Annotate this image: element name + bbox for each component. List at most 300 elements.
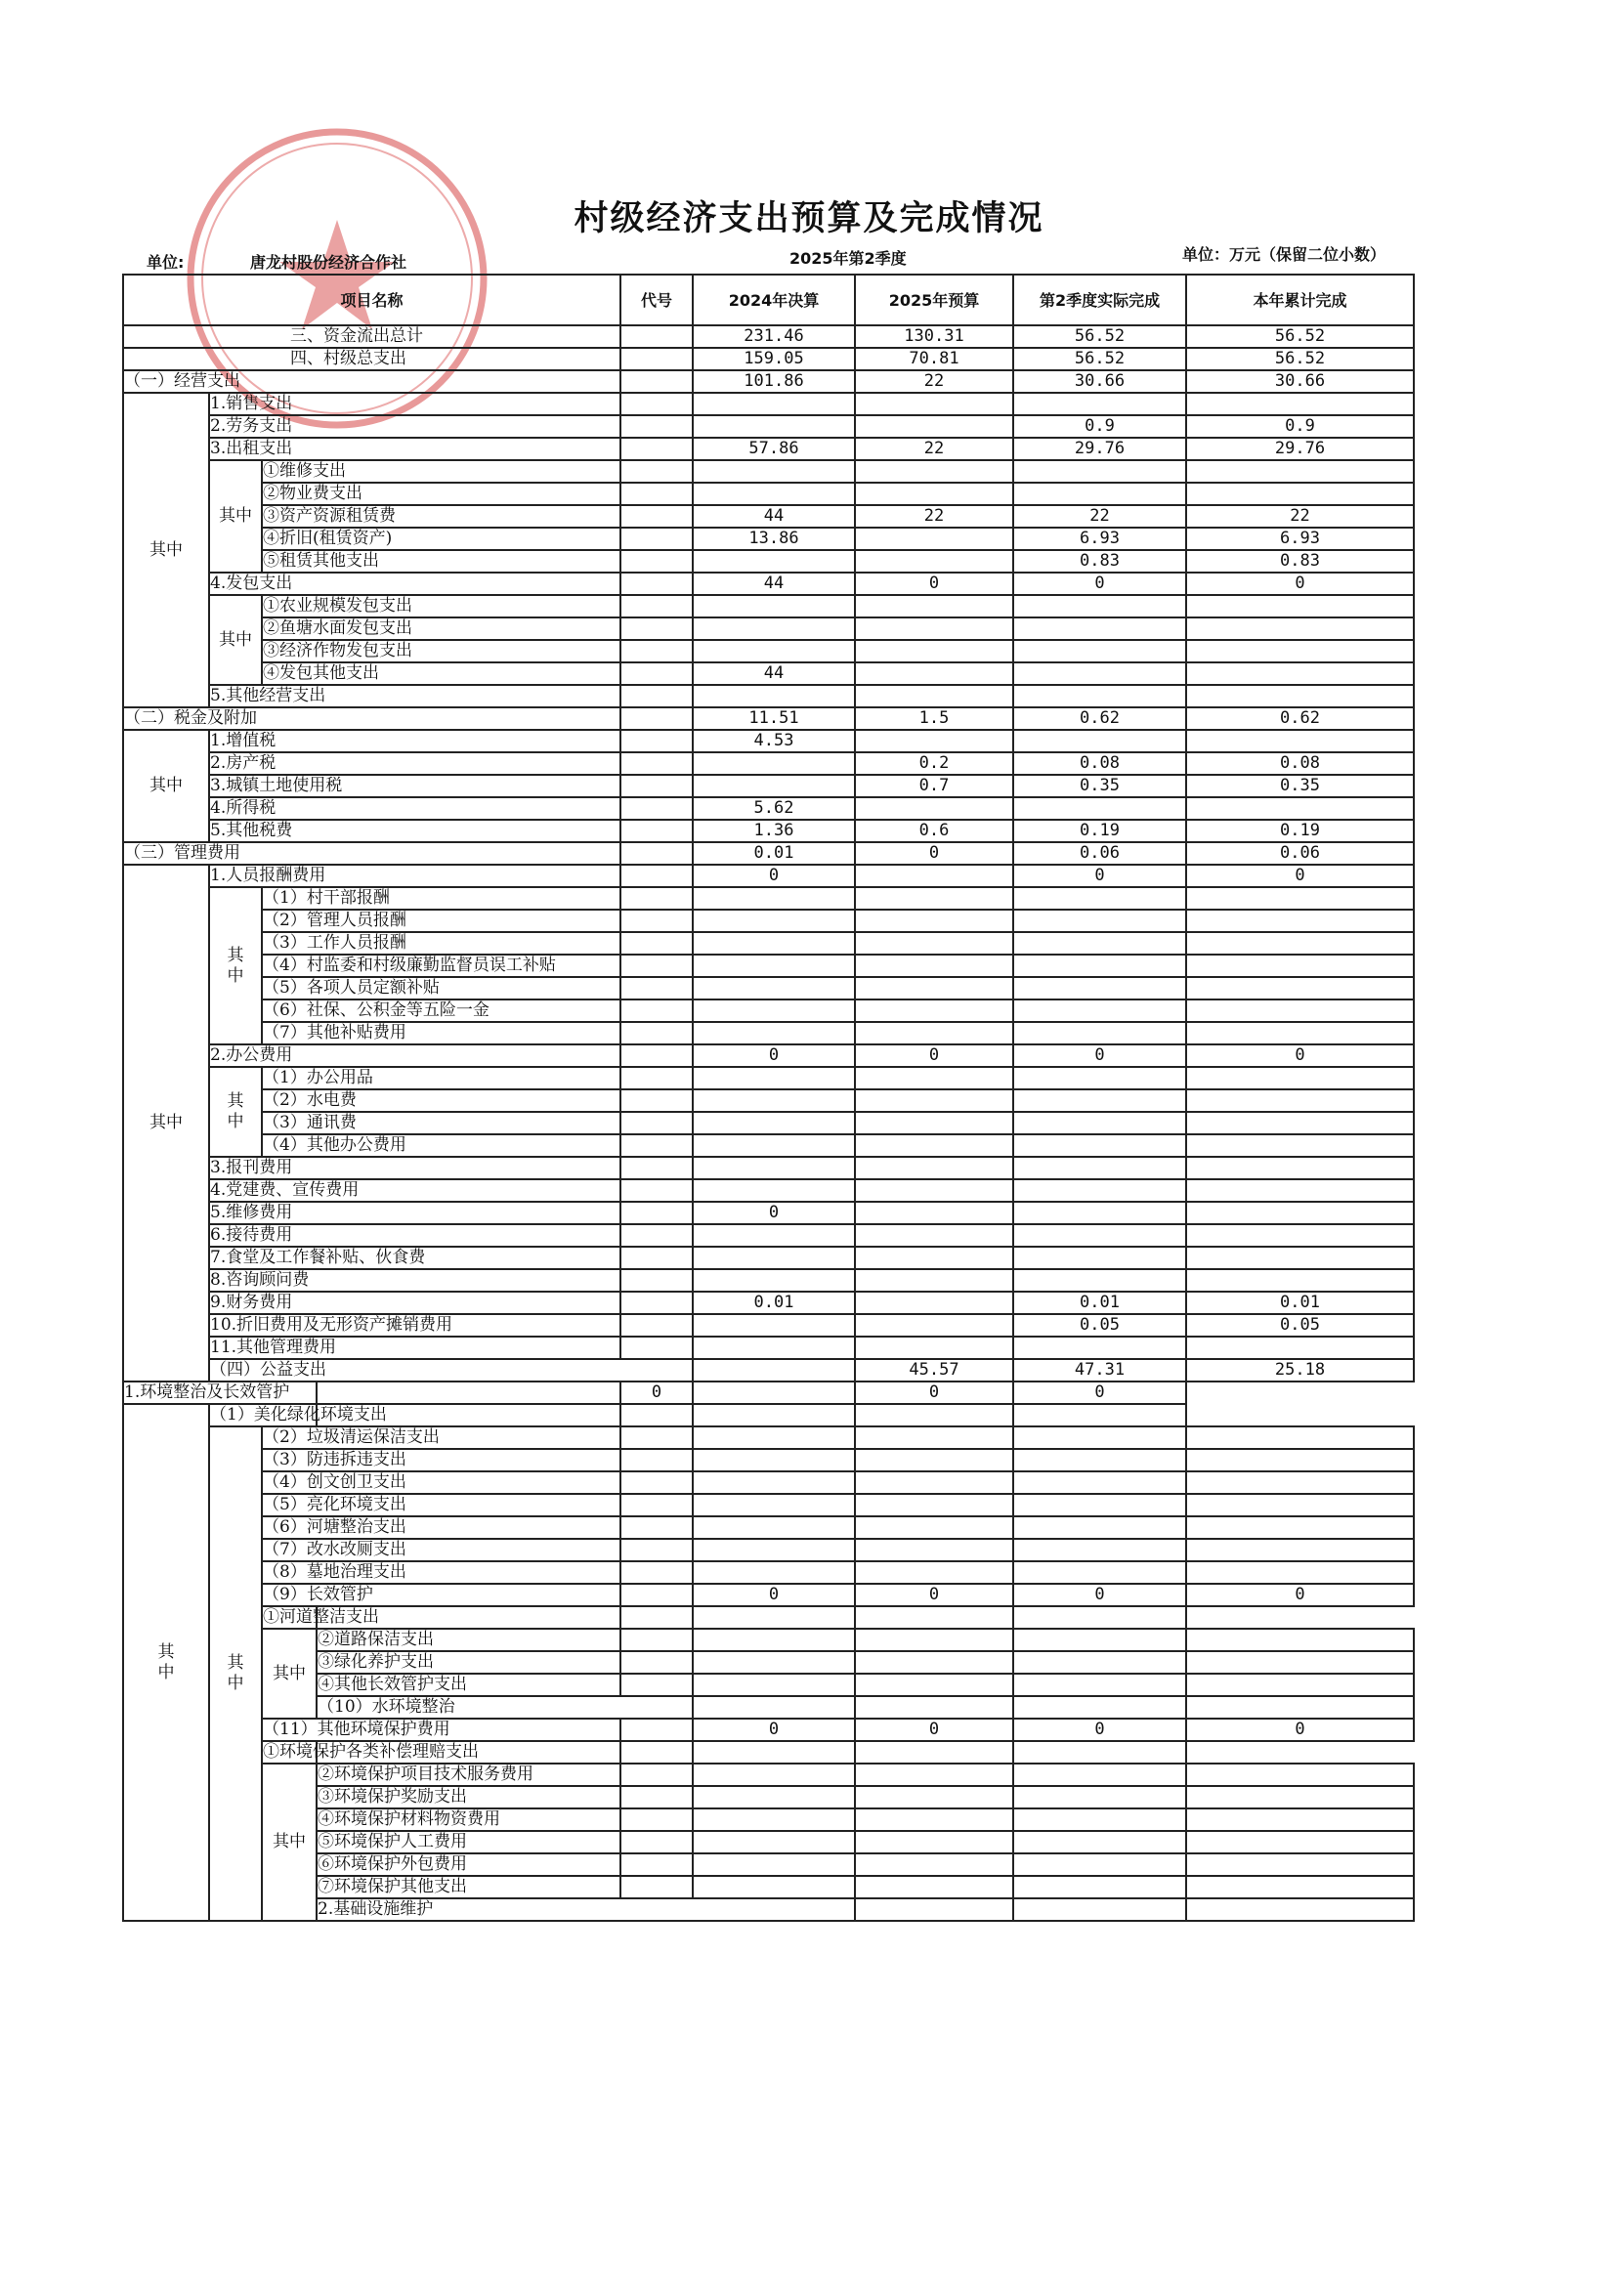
table-row [123, 1898, 1414, 1921]
code-cell [620, 550, 693, 573]
table-row [123, 999, 1414, 1022]
table-row [123, 752, 1414, 775]
value-cell [1013, 1067, 1186, 1089]
item-name: 2.劳务支出 [209, 415, 620, 438]
value-cell: 0.19 [1013, 820, 1186, 842]
table-row [123, 910, 1414, 932]
value-cell: 44 [693, 573, 855, 595]
code-cell [620, 999, 693, 1022]
table-row [123, 483, 1414, 505]
value-cell: 0 [693, 1202, 855, 1224]
value-cell [620, 1741, 693, 1764]
value-cell: 0.6 [855, 820, 1013, 842]
value-cell: 13.86 [693, 528, 855, 550]
value-cell [1186, 932, 1414, 955]
code-cell [620, 1224, 693, 1247]
header-q2-actual: 第2季度实际完成 [1013, 275, 1186, 325]
table-row [123, 820, 1414, 842]
value-cell [1186, 460, 1414, 483]
value-cell: 0 [1186, 1719, 1414, 1741]
item-name: （2）垃圾清运保洁支出 [262, 1426, 620, 1449]
value-cell [693, 1134, 855, 1157]
value-cell [855, 910, 1013, 932]
value-cell [1013, 595, 1186, 617]
value-cell [693, 1471, 855, 1494]
value-cell: 0.9 [1013, 415, 1186, 438]
value-cell [1186, 1224, 1414, 1247]
side-label: 其 中 [123, 1404, 209, 1921]
value-cell: 44 [693, 505, 855, 528]
value-cell [693, 752, 855, 775]
item-name: （1）美化绿化环境支出 [210, 1405, 387, 1424]
code-cell [620, 1202, 693, 1224]
code-cell [620, 1471, 693, 1494]
value-cell: 22 [855, 370, 1013, 393]
table-row [123, 797, 1414, 820]
value-cell [855, 1112, 1013, 1134]
value-cell [855, 595, 1013, 617]
value-cell [855, 1876, 1013, 1898]
value-cell [855, 1449, 1013, 1471]
item-name: 9.财务费用 [209, 1292, 620, 1314]
value-cell: 22 [1186, 505, 1414, 528]
value-cell: 44 [693, 662, 855, 685]
code-cell [620, 1629, 693, 1651]
value-cell: 0.83 [1013, 550, 1186, 573]
value-cell [1186, 1426, 1414, 1449]
code-cell [620, 483, 693, 505]
value-cell [855, 1157, 1013, 1179]
side-label: 其中 [209, 460, 262, 573]
value-cell [855, 460, 1013, 483]
side-label: 其中 [123, 393, 209, 707]
item-name: （4）创文创卫支出 [262, 1471, 620, 1494]
value-cell [1186, 999, 1414, 1022]
value-cell [693, 617, 855, 640]
value-cell [693, 1741, 855, 1764]
value-cell [693, 1067, 855, 1089]
value-cell [1013, 1247, 1186, 1269]
value-cell [1013, 1696, 1186, 1719]
value-cell: 159.05 [693, 348, 855, 370]
table-row [123, 1831, 1414, 1853]
item-name: 8.咨询顾问费 [209, 1269, 620, 1292]
value-cell: 0.2 [855, 752, 1013, 775]
expenditure-table [122, 274, 1415, 1922]
item-name: 3.出租支出 [209, 438, 620, 460]
table-row [123, 325, 1414, 348]
table-row [123, 1876, 1414, 1898]
item-name: （8）墓地治理支出 [262, 1561, 620, 1584]
value-cell: 0 [855, 1382, 1013, 1404]
item-name: （三）管理费用 [123, 842, 620, 865]
table-row [123, 1089, 1414, 1112]
value-cell [693, 415, 855, 438]
value-cell [1186, 955, 1414, 977]
value-cell [693, 1561, 855, 1584]
value-cell: 0 [693, 1584, 855, 1606]
value-cell [1186, 1179, 1414, 1202]
item-name: （6）社保、公积金等五险一金 [262, 999, 620, 1022]
value-cell [1013, 393, 1186, 415]
item-name: （四）公益支出 [209, 1359, 693, 1382]
value-cell [855, 1539, 1013, 1561]
value-cell [1013, 1516, 1186, 1539]
code-cell [620, 1089, 693, 1112]
code-cell [620, 1426, 693, 1449]
value-cell [1013, 1651, 1186, 1674]
value-cell [1186, 1022, 1414, 1044]
table-row [123, 1471, 1414, 1494]
value-cell: 101.86 [693, 370, 855, 393]
value-cell [1013, 1449, 1186, 1471]
value-cell: 6.93 [1013, 528, 1186, 550]
value-cell [855, 1853, 1013, 1876]
unit-label: 单位: [147, 253, 185, 272]
value-cell [1013, 483, 1186, 505]
code-cell [620, 685, 693, 707]
value-cell [855, 1696, 1013, 1719]
value-cell: 22 [855, 438, 1013, 460]
item-name: ④环境保护材料物资费用 [317, 1808, 620, 1831]
value-cell [693, 910, 855, 932]
value-cell [693, 887, 855, 910]
value-cell [693, 1089, 855, 1112]
code-cell [620, 932, 693, 955]
value-cell [855, 1516, 1013, 1539]
code-cell [620, 438, 693, 460]
header-row [123, 275, 1414, 325]
value-cell [693, 1179, 855, 1202]
value-cell [693, 955, 855, 977]
code-cell [620, 1764, 693, 1786]
value-cell: 0.35 [1013, 775, 1186, 797]
table-row [123, 1516, 1414, 1539]
value-cell [855, 1561, 1013, 1584]
value-cell: 0 [1013, 865, 1186, 887]
code-cell [620, 460, 693, 483]
item-name: （2）水电费 [262, 1089, 620, 1112]
value-cell [693, 775, 855, 797]
value-cell [855, 1089, 1013, 1112]
code-cell [620, 662, 693, 685]
value-cell [693, 1426, 855, 1449]
table-row [123, 1382, 1414, 1404]
table-row [123, 1067, 1414, 1089]
value-cell [693, 1606, 855, 1629]
item-name: ③绿化养护支出 [317, 1651, 620, 1674]
table-row [123, 1629, 1414, 1651]
value-cell [1186, 1561, 1414, 1584]
value-cell: 30.66 [1186, 370, 1414, 393]
value-cell [693, 460, 855, 483]
item-name: ②环境保护项目技术服务费用 [317, 1764, 620, 1786]
item-name: （3）通讯费 [262, 1112, 620, 1134]
code-cell [620, 1314, 693, 1337]
table-row [123, 505, 1414, 528]
code-cell [693, 1696, 855, 1719]
value-cell [1013, 977, 1186, 999]
table-row [123, 1719, 1414, 1741]
item-name: 2.基础设施维护 [317, 1898, 855, 1921]
value-cell [1186, 1471, 1414, 1494]
table-row [123, 550, 1414, 573]
table-row [123, 1449, 1414, 1471]
item-name: 5.其他税费 [209, 820, 620, 842]
code-cell [620, 1674, 693, 1696]
value-cell [855, 415, 1013, 438]
table-row [123, 1808, 1414, 1831]
value-cell [693, 1337, 855, 1359]
table-row [123, 1584, 1414, 1606]
item-name: ③资产资源租赁费 [262, 505, 620, 528]
table-row [123, 438, 1414, 460]
value-cell [693, 1831, 855, 1853]
value-cell [693, 1629, 855, 1651]
value-cell [1013, 1561, 1186, 1584]
item-name: 1.增值税 [209, 730, 620, 752]
table-row [123, 1314, 1414, 1337]
code-cell [620, 1786, 693, 1808]
value-cell [693, 1449, 855, 1471]
value-cell [1013, 887, 1186, 910]
code-cell [620, 1494, 693, 1516]
table-row [123, 865, 1414, 887]
value-cell [620, 1606, 693, 1629]
table-row [123, 977, 1414, 999]
item-name: 1.环境整治及长效管护 [123, 1382, 317, 1404]
code-cell [620, 1067, 693, 1089]
value-cell: 6.93 [1186, 528, 1414, 550]
table-row [123, 685, 1414, 707]
item-name: （2）管理人员报酬 [262, 910, 620, 932]
item-name: 10.折旧费用及无形资产摊销费用 [209, 1314, 620, 1337]
code-cell [620, 1179, 693, 1202]
value-cell: 0.7 [855, 775, 1013, 797]
item-name: ⑦环境保护其他支出 [317, 1876, 620, 1898]
item-name: ⑤环境保护人工费用 [317, 1831, 620, 1853]
table-row [123, 1179, 1414, 1202]
code-cell [620, 393, 693, 415]
value-cell [855, 685, 1013, 707]
value-cell [1013, 730, 1186, 752]
code-cell [620, 1831, 693, 1853]
value-cell [1013, 1022, 1186, 1044]
code-cell [620, 1134, 693, 1157]
value-cell [1186, 1494, 1414, 1516]
item-name: （1）办公用品 [262, 1067, 620, 1089]
code-cell [620, 640, 693, 662]
value-cell [855, 1629, 1013, 1651]
value-cell: 30.66 [1013, 370, 1186, 393]
value-cell [1013, 999, 1186, 1022]
code-cell [620, 1876, 693, 1898]
value-cell: 29.76 [1013, 438, 1186, 460]
value-cell: 70.81 [855, 348, 1013, 370]
code-cell [693, 1359, 855, 1382]
value-cell: 0 [1186, 1044, 1414, 1067]
value-cell [855, 640, 1013, 662]
value-cell [1013, 1629, 1186, 1651]
value-cell [1013, 1404, 1186, 1426]
value-cell: 0 [855, 1584, 1013, 1606]
table-row [123, 707, 1414, 730]
item-name: （6）河塘整治支出 [262, 1516, 620, 1539]
table-row [123, 1651, 1414, 1674]
value-cell [855, 1831, 1013, 1853]
value-cell [1186, 1696, 1414, 1719]
item-name: 5.其他经营支出 [209, 685, 620, 707]
value-cell: 56.52 [1013, 325, 1186, 348]
side-label: 其 中 [209, 1426, 262, 1921]
item-name: ②物业费支出 [262, 483, 620, 505]
side-label: 其中 [262, 1629, 317, 1719]
item-name: （5）各项人员定额补贴 [262, 977, 620, 999]
value-cell [1186, 685, 1414, 707]
item-name: 1.人员报酬费用 [209, 865, 620, 887]
value-cell [1186, 1831, 1414, 1853]
value-cell [1186, 483, 1414, 505]
value-cell [1013, 1134, 1186, 1157]
value-cell: 0 [1013, 1044, 1186, 1067]
value-cell: 0.06 [1013, 842, 1186, 865]
value-cell: 45.57 [855, 1359, 1013, 1382]
code-cell [620, 1157, 693, 1179]
value-cell: 0.05 [1186, 1314, 1414, 1337]
item-name: ①农业规模发包支出 [262, 595, 620, 617]
value-cell [1013, 1876, 1186, 1898]
code-cell [620, 1044, 693, 1067]
value-cell [1186, 1629, 1414, 1651]
value-cell [1186, 1853, 1414, 1876]
value-cell [855, 1471, 1013, 1494]
code-cell [620, 1584, 693, 1606]
item-name: （二）税金及附加 [123, 707, 620, 730]
table-row [123, 415, 1414, 438]
value-cell [1186, 1337, 1414, 1359]
value-cell [855, 887, 1013, 910]
currency-unit: 单位：万元（保留二位小数） [1182, 245, 1386, 264]
code-cell [620, 1516, 693, 1539]
header-ytd-actual: 本年累计完成 [1186, 275, 1414, 325]
value-cell: 47.31 [1013, 1359, 1186, 1382]
code-cell [620, 415, 693, 438]
value-cell [620, 1404, 693, 1426]
value-cell [693, 1808, 855, 1831]
table-row [123, 1202, 1414, 1224]
item-name: ④其他长效管护支出 [317, 1674, 620, 1696]
value-cell [1013, 1224, 1186, 1247]
value-cell [1013, 617, 1186, 640]
code-cell [620, 573, 693, 595]
value-cell [693, 1674, 855, 1696]
value-cell [855, 1786, 1013, 1808]
value-cell [1013, 1831, 1186, 1853]
value-cell [855, 1269, 1013, 1292]
table-row [123, 1337, 1414, 1359]
table-row [123, 955, 1414, 977]
value-cell: 0 [1013, 1382, 1186, 1404]
table-row [123, 1044, 1414, 1067]
value-cell: 0.9 [1186, 415, 1414, 438]
table-row [123, 842, 1414, 865]
value-cell [1186, 1067, 1414, 1089]
header-2025-budget: 2025年预算 [855, 275, 1013, 325]
code-cell [620, 977, 693, 999]
value-cell: 0 [855, 1719, 1013, 1741]
value-cell: 0 [620, 1382, 693, 1404]
table-row [123, 1359, 1414, 1382]
value-cell [1186, 595, 1414, 617]
item-name: （3）工作人员报酬 [262, 932, 620, 955]
side-label: 其 中 [209, 887, 262, 1044]
item-name: （7）其他补贴费用 [262, 1022, 620, 1044]
item-name: ①维修支出 [262, 460, 620, 483]
item-name: 4.发包支出 [209, 573, 620, 595]
value-cell: 0 [1186, 865, 1414, 887]
item-name: （11）其他环境保护费用 [262, 1719, 620, 1741]
value-cell [1013, 1808, 1186, 1831]
value-cell [1013, 1179, 1186, 1202]
value-cell [1186, 1202, 1414, 1224]
value-cell [693, 1269, 855, 1292]
item-name: （10）水环境整治 [317, 1696, 693, 1719]
code-cell [620, 595, 693, 617]
item-name: 3.城镇土地使用税 [209, 775, 620, 797]
table-row [123, 1606, 1414, 1629]
value-cell: 0.08 [1013, 752, 1186, 775]
value-cell: 0 [1186, 1584, 1414, 1606]
value-cell: 0.01 [693, 842, 855, 865]
page-title: 村级经济支出预算及完成情况 [574, 199, 1044, 238]
value-cell: 0.06 [1186, 842, 1414, 865]
item-name: ④发包其他支出 [262, 662, 620, 685]
item-name: （1）村干部报酬 [262, 887, 620, 910]
value-cell: 0.05 [1013, 1314, 1186, 1337]
value-cell [855, 1494, 1013, 1516]
code-cell [620, 325, 693, 348]
value-cell: 0.35 [1186, 775, 1414, 797]
value-cell [1186, 1089, 1414, 1112]
code-cell [620, 955, 693, 977]
code-cell [620, 1112, 693, 1134]
value-cell [1186, 617, 1414, 640]
value-cell [693, 1876, 855, 1898]
value-cell [693, 999, 855, 1022]
table-row [123, 528, 1414, 550]
code-cell [620, 1651, 693, 1674]
table-row [123, 1494, 1414, 1516]
value-cell: 0.62 [1013, 707, 1186, 730]
value-cell [1013, 1089, 1186, 1112]
value-cell [693, 1022, 855, 1044]
value-cell [855, 1292, 1013, 1314]
value-cell [1013, 955, 1186, 977]
value-cell: 0.62 [1186, 707, 1414, 730]
value-cell [855, 865, 1013, 887]
table-row [123, 775, 1414, 797]
code-cell [620, 505, 693, 528]
item-name: 3.报刊费用 [209, 1157, 620, 1179]
table-row [123, 1426, 1414, 1449]
value-cell: 25.18 [1186, 1359, 1414, 1382]
item-name: ③环境保护奖励支出 [317, 1786, 620, 1808]
code-cell [620, 370, 693, 393]
value-cell [1013, 1337, 1186, 1359]
value-cell [855, 1404, 1013, 1426]
table-row [123, 1404, 1414, 1426]
table-row [123, 1022, 1414, 1044]
